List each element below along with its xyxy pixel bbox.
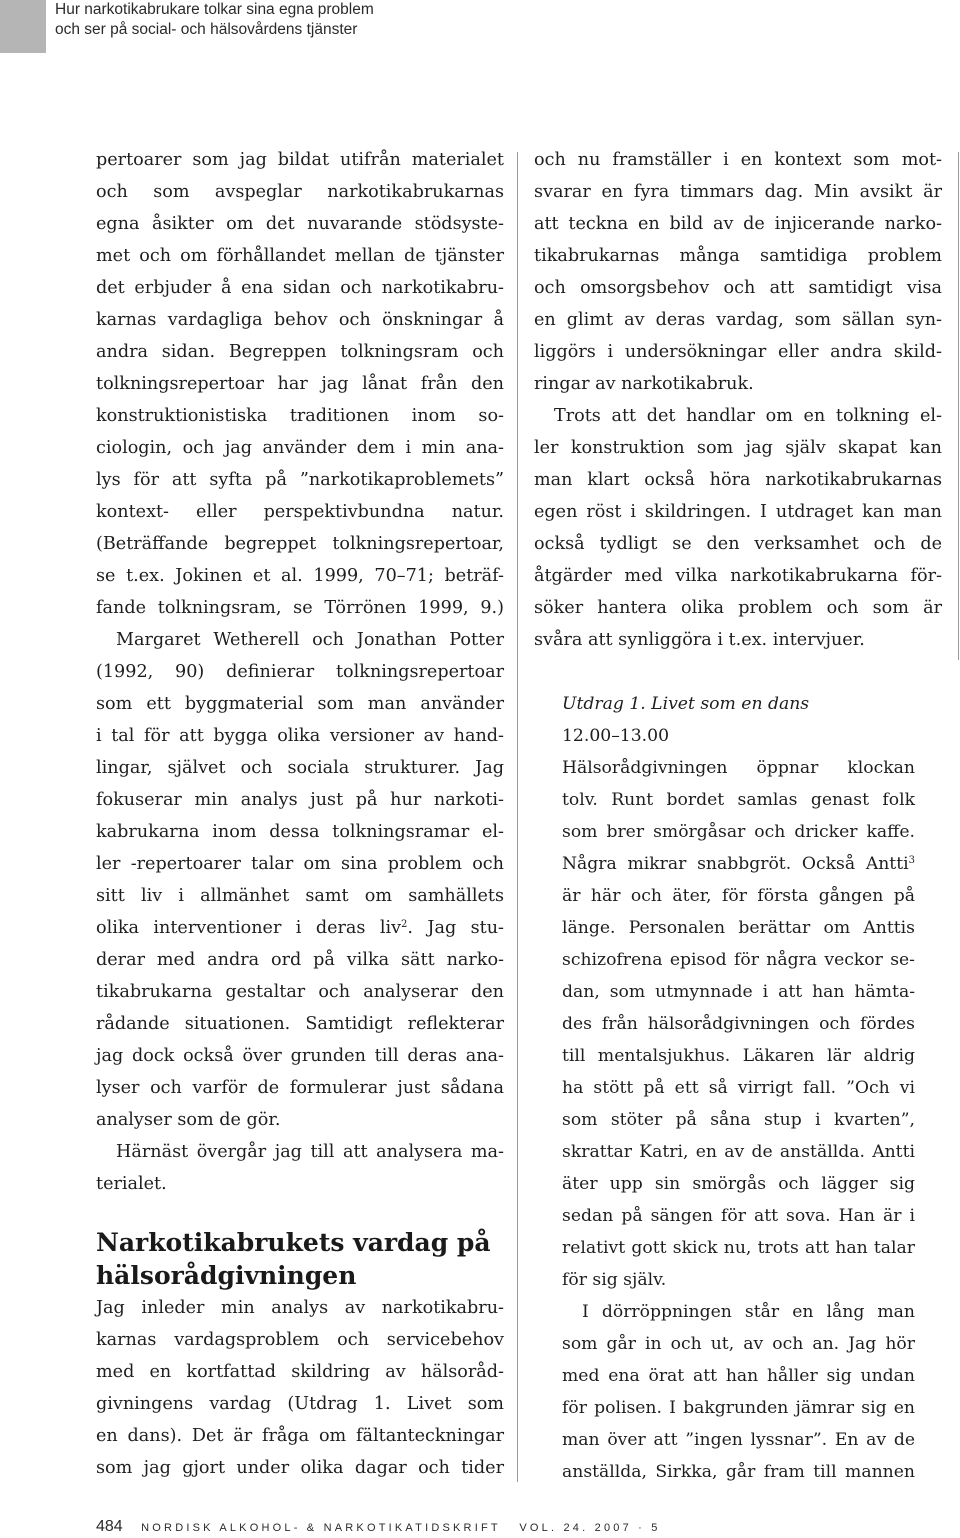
text-line: som brer smörgåsar och dricker kaffe. [562, 822, 915, 842]
text-line: till mentalsjukhus. Läkaren lär aldrig [562, 1046, 915, 1066]
text-line: egen röst i skildringen. I utdraget kan man [534, 502, 942, 522]
text-line: som ett byggmaterial som man använder [96, 694, 504, 714]
running-head [55, 0, 374, 40]
excerpt-box [562, 688, 915, 1488]
text-line: och omsorgsbehov och att samtidigt visa [534, 278, 942, 298]
text-line: rådande situationen. Samtidigt reflekterar [96, 1014, 504, 1034]
text-line: ha stött på ett så virrigt fall. ”Och vi [562, 1078, 915, 1098]
text-fragment: . Jag stu- [407, 918, 504, 938]
text-line-with-footnote [562, 848, 915, 880]
text-line: kontext- eller perspektivbundna natur. [96, 502, 504, 522]
text-line: anställda, Sirkka, går fram till mannen [562, 1462, 915, 1482]
text-line: terialet. [96, 1174, 167, 1194]
text-line: Härnäst övergår jag till att analysera ma- [116, 1142, 504, 1162]
running-head-line-2: och ser på social- och hälsovårdens tjänster [55, 21, 358, 38]
right-paragraph-2 [534, 400, 942, 656]
text-line: pertoarer som jag bildat utifrån materialet [96, 150, 504, 170]
text-line: ringar av narkotikabruk. [534, 374, 754, 394]
text-line-with-footnote [96, 912, 504, 944]
text-line: dan, som utmynnade i att han hämta- [562, 982, 915, 1002]
text-line: det erbjuder å ena sidan och narkotikabru- [96, 278, 504, 298]
text-fragment: olika interventioner i deras liv [96, 918, 402, 938]
page-number: 484 [96, 1518, 123, 1535]
text-line: karnas vardagliga behov och önskningar å [96, 310, 504, 330]
text-line: en dans). Det är fråga om fältanteckningar [96, 1426, 504, 1446]
text-line: analyser som de gör. [96, 1110, 281, 1130]
text-line: svåra att synliggöra i t.ex. intervjuer. [534, 630, 865, 650]
text-line: med ena örat att han håller sig undan [562, 1366, 915, 1386]
text-line: är här och äter, för första gången på [562, 886, 915, 906]
text-line: (Beträffande begreppet tolkningsrepertoar, [96, 534, 504, 554]
text-line: (1992, 90) definierar tolkningsrepertoar [96, 662, 504, 682]
right-column [534, 144, 942, 656]
text-line: sedan på sängen för att sova. Han är i [562, 1206, 915, 1226]
text-line: man klart också höra narkotikabrukarnas [534, 470, 942, 490]
text-line: skrattar Katri, en av de anställda. Antti [562, 1142, 915, 1162]
text-line: derar med andra ord på vilka sätt narko- [96, 950, 504, 970]
text-line: som jag gjort under olika dagar och tider [96, 1458, 504, 1478]
text-line: egna åsikter om det nuvarande stödsyste- [96, 214, 504, 234]
text-line: att teckna en bild av de injicerande narko- [534, 214, 942, 234]
footnote-marker: 3 [908, 855, 915, 866]
text-line: schizofrena episod för några veckor se- [562, 950, 915, 970]
header-gray-block [0, 0, 46, 53]
text-line: Jag inleder min analys av narkotikabru- [96, 1298, 504, 1318]
text-line: tolv. Runt bordet samlas genast folk [562, 790, 915, 810]
text-line: och som avspeglar narkotikabrukarnas [96, 182, 504, 202]
excerpt-title: Utdrag 1. Livet som en dans [562, 694, 810, 714]
running-head-line-1: Hur narkotikabrukare tolkar sina egna problem [55, 1, 374, 18]
text-line: ciologin, och jag använder dem i min ana- [96, 438, 504, 458]
text-line: sitt liv i allmänhet samt om samhällets [96, 886, 504, 906]
column-divider [517, 152, 518, 1482]
text-line: och nu framställer i en kontext som mot- [534, 150, 942, 170]
text-line: liggörs i undersökningar eller andra skild- [534, 342, 942, 362]
left-paragraph-1 [96, 144, 504, 624]
text-line: met och om förhållandet mellan de tjänster [96, 246, 504, 266]
excerpt-time: 12.00–13.00 [562, 726, 670, 746]
text-line: konstruktionistiska traditionen inom so- [96, 406, 504, 426]
text-line: andra sidan. Begreppen tolkningsram och [96, 342, 504, 362]
text-line: tikabrukarnas många samtidiga problem [534, 246, 942, 266]
text-line: Trots att det handlar om en tolkning el- [554, 406, 942, 426]
text-line: tikabrukarna gestaltar och analyserar den [96, 982, 504, 1002]
footnote-marker: 2 [401, 919, 408, 930]
text-line: för sig själv. [562, 1270, 667, 1290]
text-line: också tydligt se den verksamhet och de [534, 534, 942, 554]
section-heading [96, 1226, 504, 1292]
text-line: i tal för att bygga olika versioner av hand- [96, 726, 504, 746]
page-footer [96, 1518, 661, 1536]
text-line: för polisen. I bakgrunden jämrar sig en [562, 1398, 915, 1418]
text-line: fokuserar min analys just på hur narkoti- [96, 790, 504, 810]
text-line: se t.ex. Jokinen et al. 1999, 70–71; beträf- [96, 566, 504, 586]
text-line: fande tolkningsram, se Törrönen 1999, 9.) [96, 598, 504, 618]
text-line: ler -repertoarer talar om sina problem och [96, 854, 504, 874]
text-line: I dörröppningen står en lång man [582, 1302, 915, 1322]
left-paragraph-3 [96, 1136, 504, 1200]
text-fragment: Några mikrar snabbgröt. Också Antti [562, 854, 909, 874]
text-line: karnas vardagsproblem och servicebehov [96, 1330, 504, 1350]
text-line: åtgärder med vilka narkotikabrukarna för- [534, 566, 942, 586]
journal-name: NORDISK ALKOHOL- & NARKOTIKATIDSKRIFT VOL. 24. 2007 · 5 [141, 1522, 661, 1534]
text-line: givningens vardag (Utdrag 1. Livet som [96, 1394, 504, 1414]
text-line: lyser och varför de formulerar just sådana [96, 1078, 504, 1098]
heading-line: Narkotikabrukets vardag på [96, 1228, 491, 1257]
left-paragraph-4 [96, 1292, 504, 1484]
text-line: äter upp sin smörgås och lägger sig [562, 1174, 915, 1194]
text-line: söker hantera olika problem och som är [534, 598, 942, 618]
text-line: relativt gott skick nu, trots att han talar [562, 1238, 915, 1258]
right-paragraph-1 [534, 144, 942, 400]
text-line: kabrukarna inom dessa tolkningsramar el- [96, 822, 504, 842]
text-line: lingar, självet och sociala strukturer. Jag [96, 758, 504, 778]
left-column [96, 144, 504, 1484]
text-line: lys för att syfta på ”narkotikaproblemets” [96, 470, 504, 490]
text-line: med en kortfattad skildring av hälsoråd- [96, 1362, 504, 1382]
heading-line: hälsorådgivningen [96, 1261, 357, 1290]
excerpt-paragraph-2 [562, 1296, 915, 1488]
excerpt-paragraph-1 [562, 752, 915, 1296]
text-line: en glimt av deras vardag, som sällan syn- [534, 310, 942, 330]
text-line: som stöter på såna stup i kvarten”, [562, 1110, 915, 1130]
text-line: ler konstruktion som jag själv skapat kan [534, 438, 942, 458]
text-line: svarar en fyra timmars dag. Min avsikt är [534, 182, 942, 202]
right-margin-rule [958, 152, 959, 660]
text-line: Hälsorådgivningen öppnar klockan [562, 758, 915, 778]
text-line: länge. Personalen berättar om Anttis [562, 918, 915, 938]
text-line: tolkningsrepertoar har jag lånat från den [96, 374, 504, 394]
text-line: des från hälsorådgivningen och fördes [562, 1014, 915, 1034]
text-line: man över att ”ingen lyssnar”. En av de [562, 1430, 915, 1450]
text-line: Margaret Wetherell och Jonathan Potter [116, 630, 504, 650]
text-line: som går in och ut, av och an. Jag hör [562, 1334, 915, 1354]
text-line: jag dock också över grunden till deras ana- [96, 1046, 504, 1066]
left-paragraph-2 [96, 624, 504, 1136]
